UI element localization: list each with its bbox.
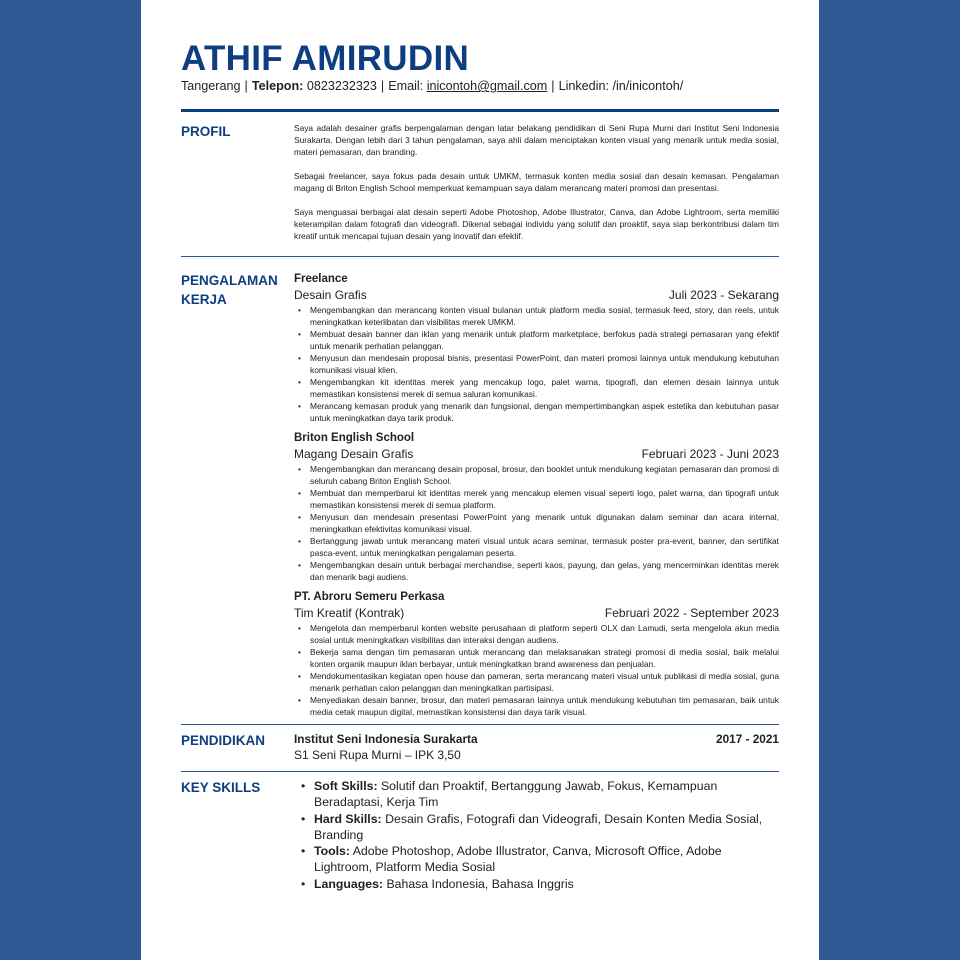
profile-paragraph: Sebagai freelancer, saya fokus pada desain untuk UMKM, termasuk konten media sosial dan desain kemasan. Pengalaman magang di Briton English School memperkuat kemampuan saya dalam merancang materi promosi dan presentasi. (294, 171, 779, 193)
skill-item (294, 811, 779, 844)
job-bullet: • Menyediakan desain banner, brosur, dan materi pemasaran lainnya untuk mendukung kebutuhan tim pemasaran, baik untuk media cetak maupun digital, memastikan konsistensi dan daya tarik visual. (294, 694, 779, 718)
job-bullet: • Mengembangkan kit identitas merek yang mencakup logo, palet warna, tipografi, dan elemen desain lainnya untuk memastikan konsistensi merek di semua saluran komunikasi. (294, 376, 779, 400)
profile-paragraph: Saya menguasai berbagai alat desain seperti Adobe Photoshop, Adobe Illustrator, Canva, dan Adobe Lightroom, serta memiliki keterampilan dalam fotografi dan videografi. Dikenal sebagai individu yang solutif dan proaktif, saya siap berkontribusi dalam tim kreatif untuk mencapai tujuan desain yang inovatif dan efektif. (294, 207, 779, 241)
job-bullet: • Bekerja sama dengan tim pemasaran untuk merancang dan melaksanakan strategi promosi di media sosial, baik melalui konten organik maupun iklan berbayar, untuk meningkatkan brand awareness dan penjualan. (294, 646, 779, 670)
skill-item (294, 843, 779, 876)
skill-category: Hard Skills: (314, 811, 382, 826)
job-period: Februari 2022 - September 2023 (604, 606, 779, 620)
skill-item (294, 876, 779, 892)
skill-values: Adobe Photoshop, Adobe Illustrator, Canva, Microsoft Office, Adobe Lightroom, Platform Media Sosial (314, 844, 722, 875)
profile-section (181, 122, 779, 242)
linkedin: /in/inicontoh/ (612, 79, 684, 93)
skill-values: Bahasa Indonesia, Bahasa Inggris (386, 876, 574, 891)
job-bullet: • Menyusun dan mendesain proposal bisnis, presentasi PowerPoint, dan materi promosi lainnya untuk mendukung kebutuhan komunikasi visual klien. (294, 352, 779, 376)
skill-category: Languages: (314, 876, 384, 891)
job-period: Februari 2023 - Juni 2023 (641, 447, 779, 461)
education-years: 2017 - 2021 (716, 732, 779, 746)
job-bullet: • Membuat desain banner dan iklan yang menarik untuk platform marketplace, berfokus pada strategi pemasaran yang efektif untuk menarik perhatian pelanggan. (294, 328, 779, 352)
education-section (181, 731, 779, 763)
job-entry (294, 430, 779, 583)
job-bullet: • Merancang kemasan produk yang menarik dan fungsional, dengan mempertimbangkan aspek estetika dan kebutuhan pasar untuk meningkatkan daya tarik produk. (294, 400, 779, 424)
skill-values: Desain Grafis, Fotografi dan Videografi, Desain Konten Media Sosial, Branding (314, 811, 763, 842)
job-role: Tim Kreatif (Kontrak) (294, 606, 405, 620)
section-title: PROFIL (181, 124, 231, 139)
job-period: Juli 2023 - Sekarang (668, 288, 779, 302)
section-title: KEY SKILLS (181, 780, 261, 795)
profile-paragraph: Saya adalah desainer grafis berpengalaman dengan latar belakang pendidikan di Seni Rupa Murni dari Institut Seni Indonesia Surakarta. Dengan lebih dari 3 tahun pengalaman, saya ahli dalam menciptakan konten visual yang menarik untuk media sosial, materi pemasaran, dan branding. (294, 123, 779, 157)
job-role: Magang Desain Grafis (294, 447, 414, 461)
resume-page (141, 0, 819, 960)
job-bullet: • Mendokumentasikan kegiatan open house dan pameran, serta merancang materi visual untuk publikasi di media sosial, guna menarik perhatian calon pelanggan dan meningkatkan partisipasi. (294, 670, 779, 694)
job-bullet: • Mengelola dan memperbarui konten website perusahaan di platform seperti OLX dan Lamudi, serta mengelola akun media sosial untuk meningkatkan visibilitas dan interaksi dengan audiens. (294, 622, 779, 646)
skills-section (181, 778, 779, 892)
school-name: Institut Seni Indonesia Surakarta (294, 732, 478, 746)
email-link[interactable]: inicontoh@gmail.com (426, 79, 548, 93)
job-bullet: • Menyusun dan mendesain presentasi PowerPoint yang menarik untuk digunakan dalam seminar dan acara internal, meningkatkan efektivitas komunikasi visual. (294, 511, 779, 535)
job-bullet: • Bertanggung jawab untuk merancang materi visual untuk acara seminar, termasuk poster pra-event, banner, dan sertifikat pasca-event, untuk meningkatkan pengalaman peserta. (294, 535, 779, 559)
job-bullet: • Mengembangkan dan merancang desain proposal, brosur, dan booklet untuk mendukung kegiatan pemasaran dan promosi di seluruh cabang Briton English School. (294, 463, 779, 487)
email-label: Email: (388, 79, 424, 93)
company-name: PT. Abroru Semeru Perkasa (294, 591, 445, 603)
contact-line: Tangerang | Telepon: 0823232323 | Email: inicontoh@gmail.com | Linkedin: /in/inicontoh/ (181, 79, 684, 93)
job-entry (294, 271, 779, 424)
section-title: PENGALAMAN (181, 273, 278, 288)
job-bullet: • Membuat dan memperbarui kit identitas merek yang mencakup elemen visual seperti logo, palet warna, dan tipografi untuk memastikan konsistensi merek di semua platform. (294, 487, 779, 511)
degree: S1 Seni Rupa Murni – IPK 3,50 (294, 748, 461, 762)
section-title: KERJA (181, 292, 227, 307)
company-name: Briton English School (294, 432, 415, 444)
skill-category: Tools: (314, 844, 350, 859)
job-bullet: • Mengembangkan dan merancang konten visual bulanan untuk platform media sosial, termasuk feed, story, dan reels, untuk meningkatkan keterlibatan dan visibilitas merek UMKM. (294, 304, 779, 328)
skill-category: Soft Skills: (314, 779, 378, 793)
skill-item (294, 778, 779, 811)
job-entry (294, 589, 779, 718)
experience-section (181, 271, 779, 718)
company-name: Freelance (294, 273, 348, 285)
header-divider (181, 109, 779, 112)
section-divider (181, 724, 779, 725)
job-role: Desain Grafis (294, 288, 367, 302)
candidate-name: ATHIF AMIRUDIN (181, 39, 470, 78)
phone: 0823232323 (306, 79, 377, 93)
section-divider (181, 256, 779, 257)
section-divider (181, 771, 779, 772)
job-bullet: • Mengembangkan desain untuk berbagai merchandise, seperti kaos, payung, dan gelas, yang mencerminkan identitas merek dan menarik bagi audiens. (294, 559, 779, 583)
phone-label: Telepon: (251, 79, 304, 93)
skill-values: Solutif dan Proaktif, Bertanggung Jawab, Fokus, Kemampuan Beradaptasi, Kerja Tim (314, 779, 718, 810)
linkedin-label: Linkedin: (558, 79, 609, 93)
city: Tangerang (181, 79, 241, 93)
section-title: PENDIDIKAN (181, 733, 266, 748)
